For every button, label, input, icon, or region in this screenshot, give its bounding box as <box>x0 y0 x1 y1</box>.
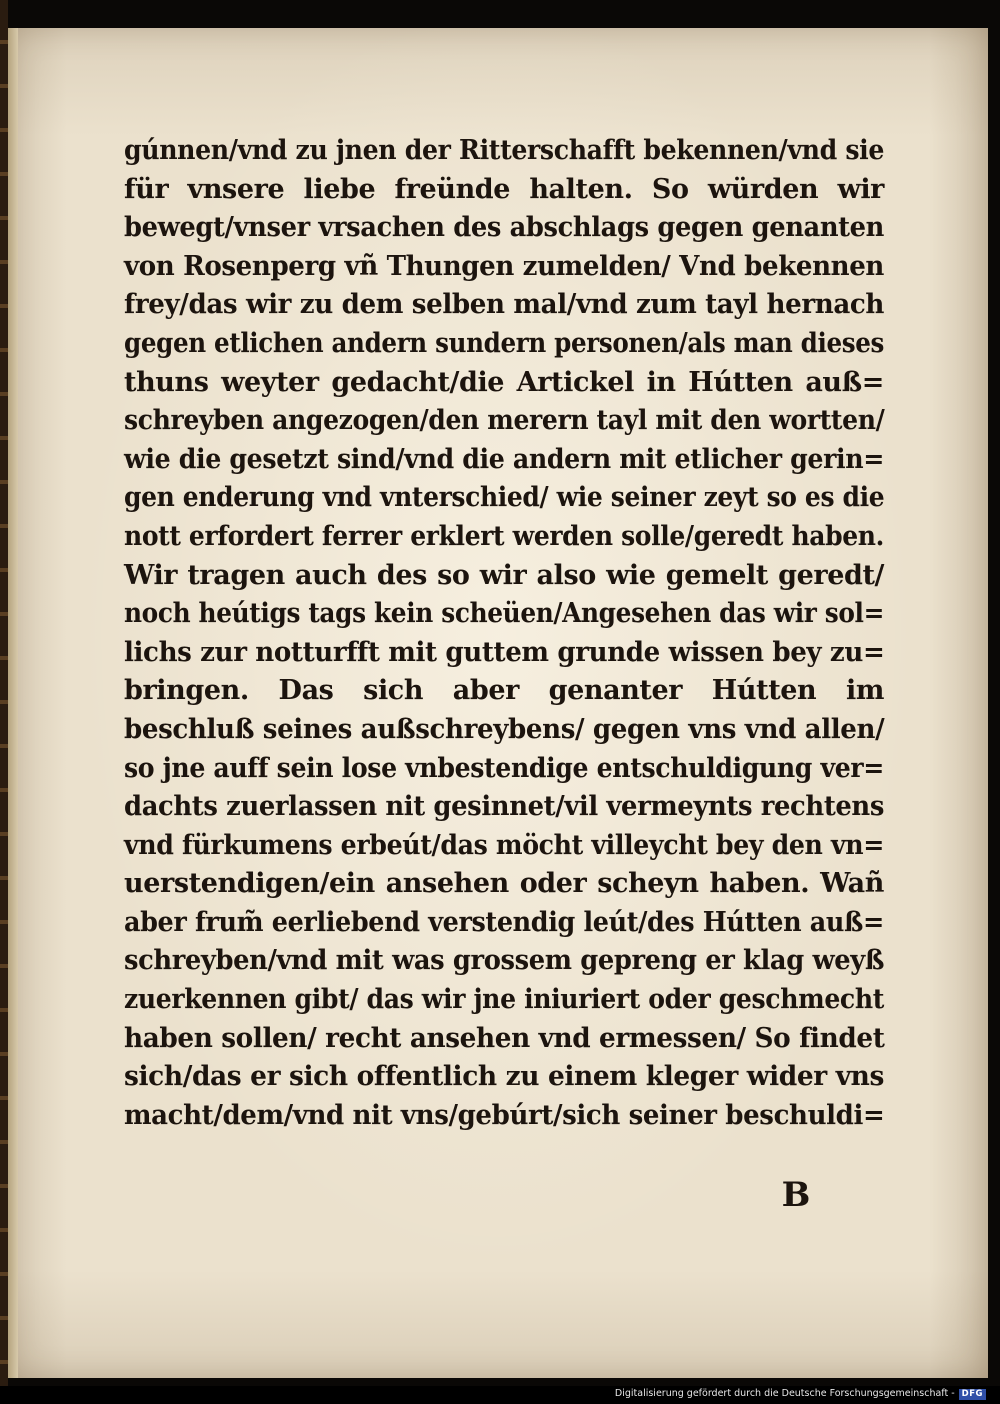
text-line: sich/das er sich offentlich zu einem kleger wider vns <box>124 1061 885 1093</box>
text-line: gegen etlichen andern sundern personen/als man dieses <box>124 327 885 359</box>
text-line: schreyben angezogen/den merern tayl mit den wortten/ <box>124 405 885 437</box>
body-text <box>124 132 884 1135</box>
text-line: wie die gesetzt sind/vnd die andern mit etlicher gerin= <box>124 443 885 475</box>
text-line: zuerkennen gibt/ das wir jne iniuriert oder geschmecht <box>124 984 884 1016</box>
text-line: lichs zur notturfft mit guttem grunde wissen bey zu= <box>124 636 885 668</box>
signature-mark: B <box>781 1175 811 1215</box>
text-line: frey/das wir zu dem selben mal/vnd zum tayl hernach <box>124 289 885 321</box>
text-line: schreyben/vnd mit was grossem gepreng er klag weyß <box>124 945 885 977</box>
digitization-credit <box>615 1386 986 1402</box>
text-line: nott erfordert ferrer erklert werden solle/geredt haben. <box>124 520 884 552</box>
text-line: gen enderung vnd vnterschied/ wie seiner zeyt so es die <box>124 482 885 514</box>
text-line: beschluß seines außschreybens/ gegen vns vnd allen/ <box>124 713 885 745</box>
text-line: dachts zuerlassen nit gesinnet/vil vermeynts rechtens <box>124 791 885 823</box>
page-gutter <box>8 28 18 1378</box>
text-line: noch heútigs tags kein scheüen/Angesehen das wir sol= <box>124 598 885 630</box>
text-line: thuns weyter gedacht/die Artickel in Hútten auß= <box>124 366 884 398</box>
text-line: macht/dem/vnd nit vns/gebúrt/sich seiner beschuldi= <box>124 1099 885 1131</box>
text-line: von Rosenperg vñ Thungen zumelden/ Vnd bekennen <box>124 250 885 282</box>
text-line: bewegt/vnser vrsachen des abschlags gegen genanten <box>124 212 885 244</box>
dfg-logo: DFG <box>959 1389 986 1400</box>
text-line: Wir tragen auch des so wir also wie gemelt geredt/ <box>124 559 884 591</box>
text-line: für vnsere liebe freünde halten. So würden wir <box>124 173 884 205</box>
text-line: bringen. Das sich aber genanter Hútten im <box>124 675 884 707</box>
credit-text: Digitalisierung gefördert durch die Deutsche Forschungsgemeinschaft - <box>614 1388 955 1399</box>
binding-edge <box>0 0 8 1386</box>
text-line: aber frum̃ eerliebend verstendig leút/des Hútten auß= <box>124 906 884 938</box>
text-line: vnd fürkumens erbeút/das möcht villeycht bey den vn= <box>124 829 884 861</box>
text-line: so jne auff sein lose vnbestendige entschuldigung ver= <box>124 752 884 784</box>
text-line: gúnnen/vnd zu jnen der Ritterschafft bekennen/vnd sie <box>124 135 885 166</box>
text-line: haben sollen/ recht ansehen vnd ermessen/ So findet <box>124 1022 885 1054</box>
text-line: uerstendigen/ein ansehen oder scheyn haben. Wañ <box>124 868 884 900</box>
